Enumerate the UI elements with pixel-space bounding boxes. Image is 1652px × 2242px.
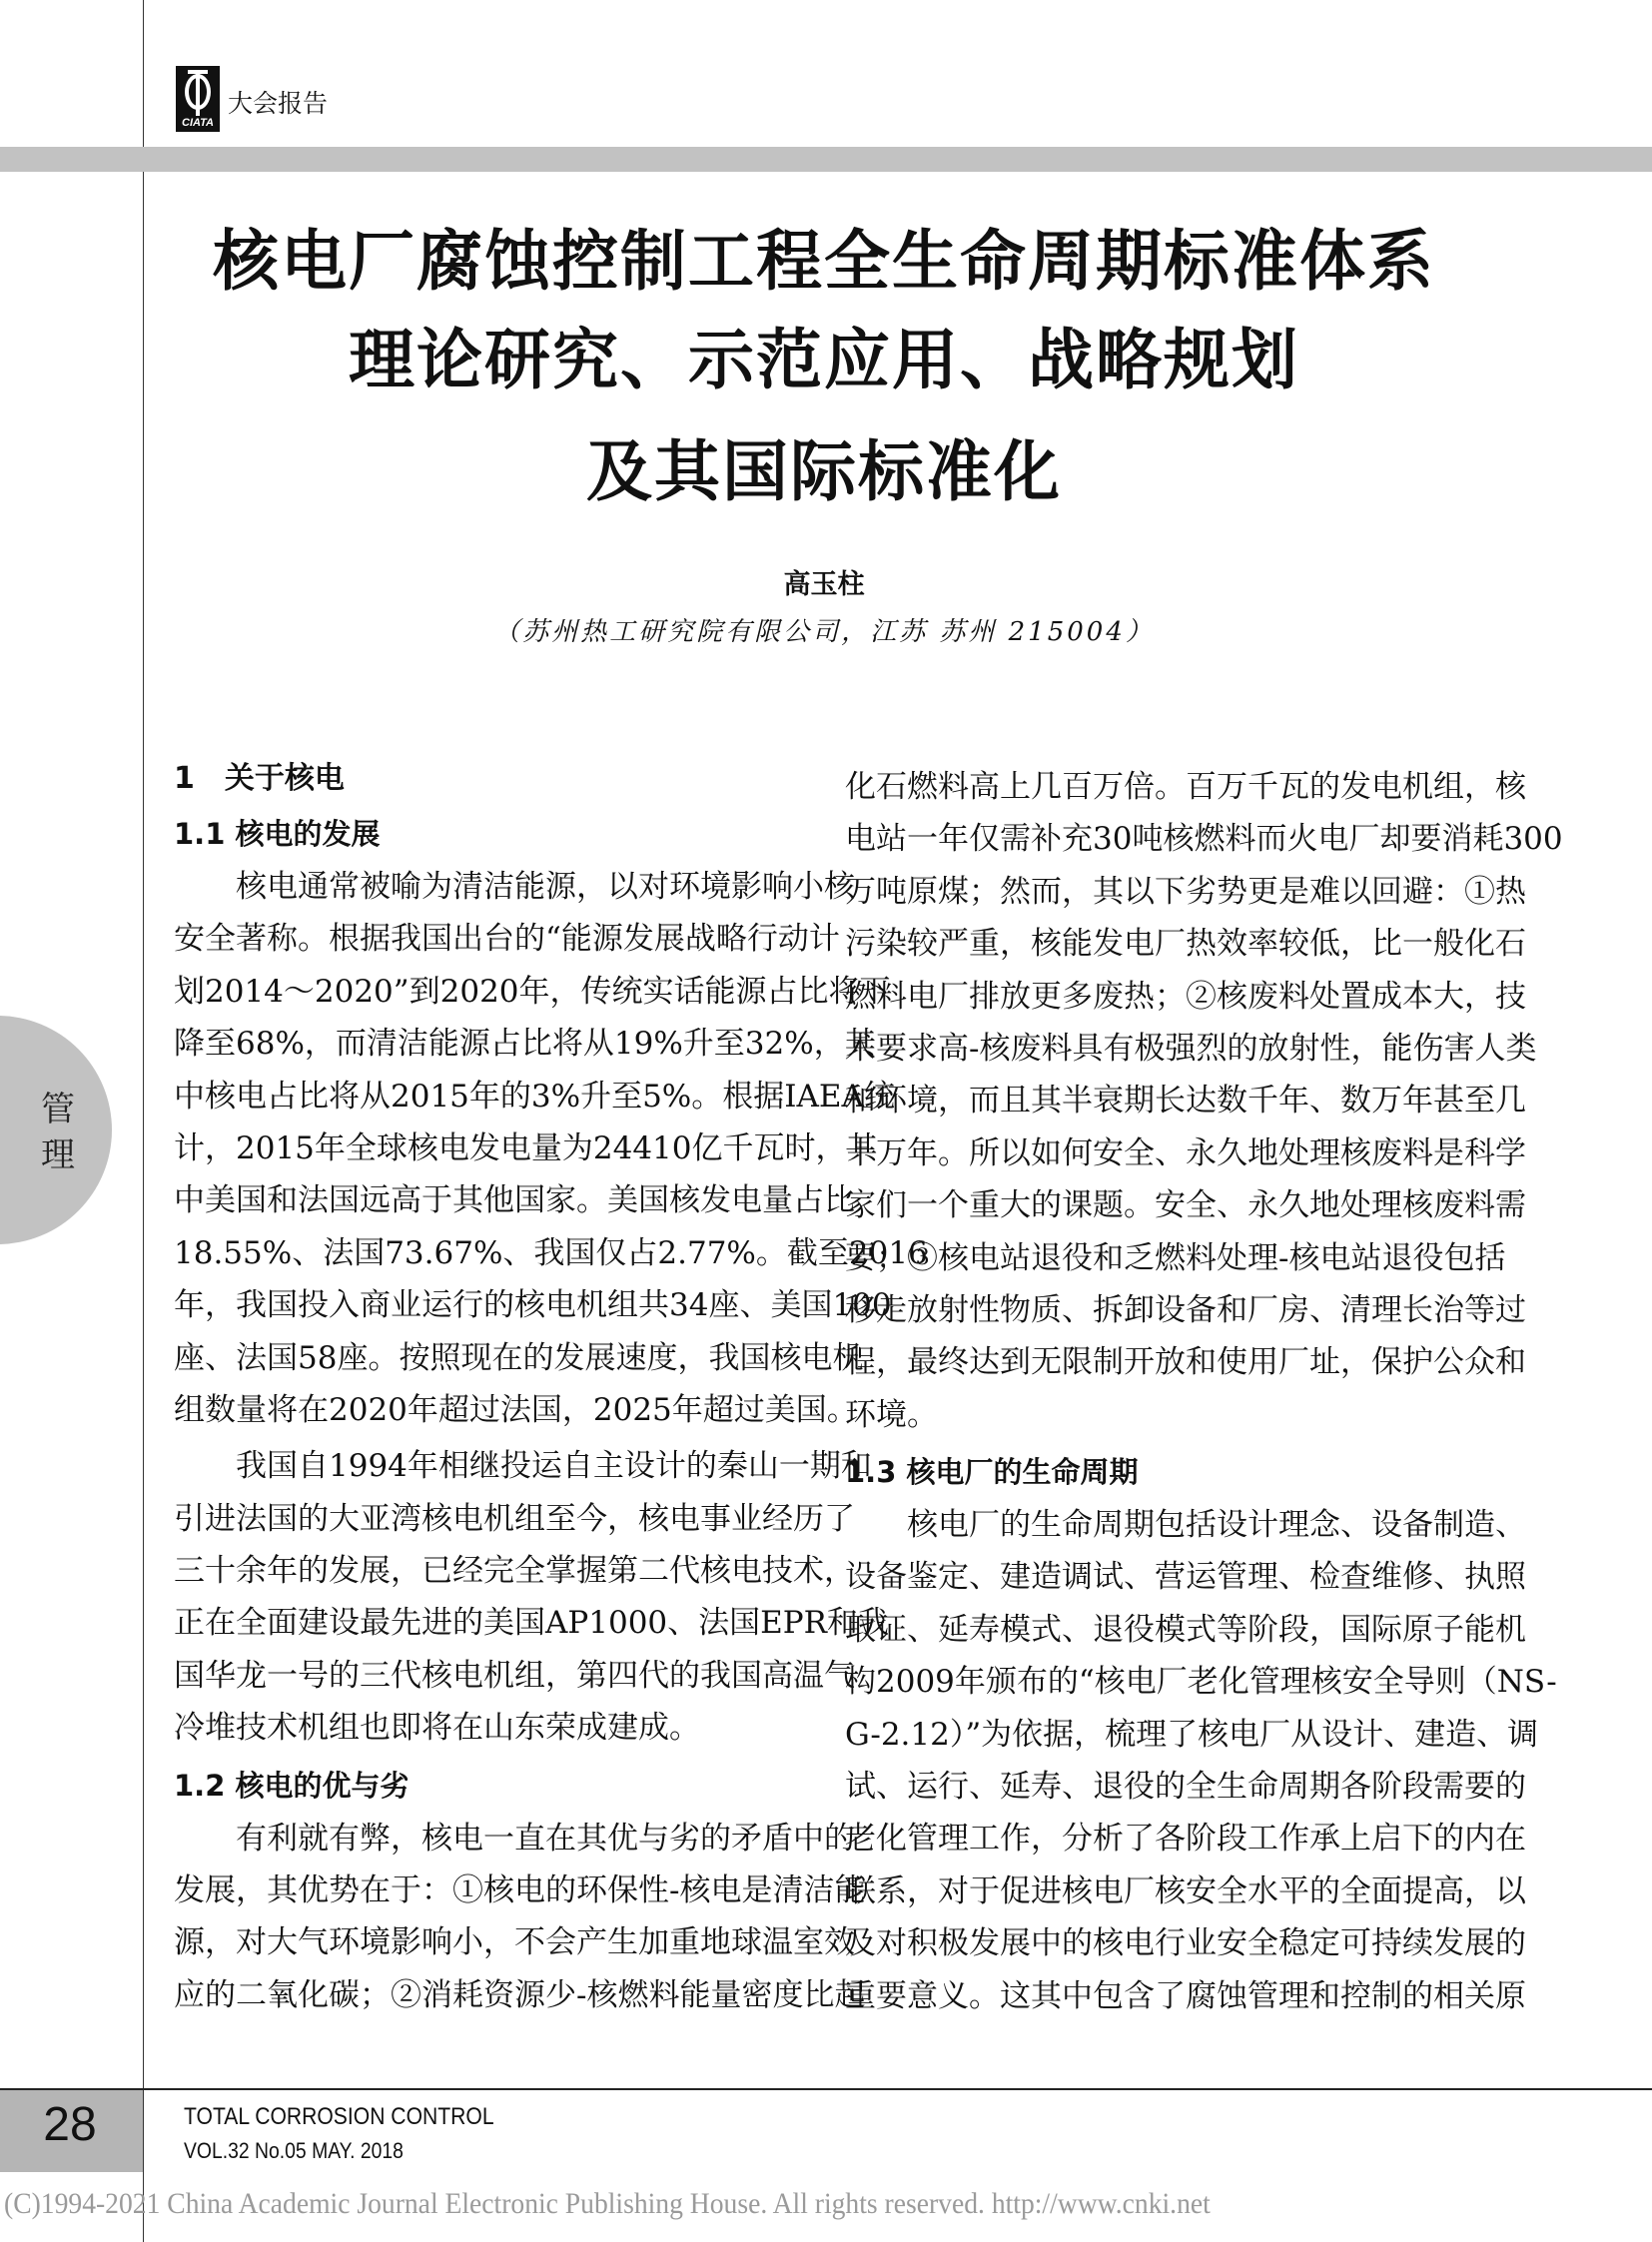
section-heading: 1.1 核电的发展 — [174, 817, 381, 851]
footer-rule — [0, 2088, 1652, 2090]
paragraph — [174, 1813, 866, 2022]
section-heading: 1.3 核电厂的生命周期 — [845, 1455, 1139, 1490]
text-line: 年，我国投入商业运行的核电机组共34座、美国100 — [174, 1287, 892, 1324]
text-line: 和环境，而且其半衰期长达数千年、数万年甚至几 — [845, 1083, 1526, 1120]
text-line: 设备鉴定、建造调试、营运管理、检查维修、执照 — [845, 1559, 1526, 1596]
text-line: 电站一年仅需补充30吨核燃料而火电厂却要消耗300 — [845, 821, 1563, 858]
text-line: 家们一个重大的课题。安全、永久地处理核废料需 — [845, 1187, 1526, 1224]
paragraph — [845, 761, 1563, 1441]
text-line: 核电厂的生命周期包括设计理念、设备制造、 — [907, 1507, 1526, 1544]
text-line: 安全著称。根据我国出台的“能源发展战略行动计 — [174, 921, 840, 958]
text-line: 国华龙一号的三代核电机组，第四代的我国高温气 — [174, 1657, 855, 1694]
left-column — [174, 751, 928, 2025]
text-line: 十万年。所以如何安全、永久地处理核废料是科学 — [845, 1134, 1526, 1171]
article-title-line-2: 理论研究、示范应用、战略规划 — [349, 322, 1299, 398]
text-line: 万吨原煤；然而，其以下劣势更是难以回避：①热 — [845, 873, 1526, 910]
text-line: 要；③核电站退役和乏燃料处理-核电站退役包括 — [845, 1239, 1506, 1276]
text-line: 环境。 — [845, 1396, 938, 1433]
author: 高玉柱 — [783, 569, 865, 600]
section-heading: 1 关于核电 — [174, 761, 345, 796]
text-line: 降至68%，而清洁能源占比将从19%升至32%，其 — [174, 1026, 876, 1063]
margin-rule — [143, 0, 144, 2242]
text-line: G-2.12）”为依据，梳理了核电厂从设计、建造、调 — [845, 1716, 1539, 1753]
text-line: 中美国和法国远高于其他国家。美国核发电量占比 — [174, 1182, 855, 1219]
text-line: 应的二氧化碳；②消耗资源少-核燃料能量密度比起 — [174, 1976, 866, 2013]
journal-name: TOTAL CORROSION CONTROL — [184, 2103, 494, 2130]
text-line: 冷堆技术机组也即将在山东荣成建成。 — [174, 1710, 700, 1747]
text-line: 构2009年颁布的“核电厂老化管理核安全导则（NS- — [845, 1664, 1557, 1701]
text-line: 划2014～2020”到2020年，传统实话能源占比将下 — [174, 973, 891, 1010]
affiliation: （苏州热工研究院有限公司，江苏 苏州 215004） — [493, 617, 1155, 647]
text-line: 18.55%、法国73.67%、我国仅占2.77%。截至2016 — [174, 1234, 928, 1271]
text-line: 三十余年的发展，已经完全掌握第二代核电技术， — [174, 1553, 855, 1590]
text-line: 污染较严重，核能发电厂热效率较低，比一般化石 — [845, 926, 1526, 963]
text-line: 我国自1994年相继投运自主设计的秦山一期和 — [236, 1448, 872, 1485]
text-line: 重要意义。这其中包含了腐蚀管理和控制的相关原 — [845, 1977, 1526, 2014]
journal-volume: VOL.32 No.05 MAY. 2018 — [184, 2138, 404, 2163]
section-heading: 1.2 核电的优与劣 — [174, 1768, 410, 1803]
paragraph — [174, 1440, 889, 1754]
side-tab-char: 管 — [41, 1090, 75, 1129]
article-title-line-1: 核电厂腐蚀控制工程全生命周期标准体系 — [213, 223, 1435, 300]
copyright-watermark: (C)1994-2021 China Academic Journal Electronic Publishing House. All rights reserved. http://www.cnki.net — [4, 2187, 1211, 2220]
text-line: 老化管理工作，分析了各阶段工作承上启下的内在 — [845, 1821, 1526, 1858]
text-line: 移走放射性物质、拆卸设备和厂房、清理长治等过 — [845, 1291, 1526, 1328]
paragraph — [174, 861, 928, 1436]
text-line: 源，对大气环境影响小，不会产生加重地球温室效 — [174, 1924, 855, 1961]
text-line: 计，2015年全球核电发电量为24410亿千瓦时，其 — [174, 1129, 878, 1166]
side-tab-char: 理 — [41, 1135, 75, 1175]
section-label: 大会报告 — [228, 90, 329, 118]
header-band — [0, 147, 1652, 172]
text-line: 化石燃料高上几百万倍。百万千瓦的发电机组，核 — [845, 769, 1526, 805]
article-title-line-3: 及其国际标准化 — [586, 433, 1062, 510]
text-line: 座、法国58座。按照现在的发展速度，我国核电机 — [174, 1339, 864, 1376]
side-tab-label — [38, 1087, 78, 1178]
text-line: 发展，其优势在于：①核电的环保性-核电是清洁能 — [174, 1872, 866, 1909]
text-line: 引进法国的大亚湾核电机组至今，核电事业经历了 — [174, 1500, 855, 1537]
ciata-logo: CIATA — [176, 66, 220, 132]
text-line: 有利就有弊，核电一直在其优与劣的矛盾中的 — [236, 1820, 855, 1857]
text-line: 取证、延寿模式、退役模式等阶段，国际原子能机 — [845, 1611, 1526, 1648]
text-line: 核电通常被喻为清洁能源，以对环境影响小核 — [236, 869, 855, 905]
text-line: 联系，对于促进核电厂核安全水平的全面提高，以 — [845, 1872, 1526, 1909]
page-number: 28 — [43, 2098, 97, 2151]
text-line: 燃料电厂排放更多废热；②核废料处置成本大，技 — [845, 978, 1526, 1015]
right-column — [845, 761, 1563, 2026]
text-line: 试、运行、延寿、退役的全生命周期各阶段需要的 — [845, 1769, 1526, 1806]
text-line: 术要求高-核废料具有极强烈的放射性，能伤害人类 — [845, 1030, 1537, 1067]
text-line: 正在全面建设最先进的美国AP1000、法国EPR和我 — [174, 1605, 889, 1642]
text-line: 及对积极发展中的核电行业安全稳定可持续发展的 — [845, 1925, 1526, 1962]
text-line: 组数量将在2020年超过法国，2025年超过美国。 — [174, 1391, 858, 1428]
text-line: 中核电占比将从2015年的3%升至5%。根据IAEA统 — [174, 1078, 895, 1115]
paragraph — [845, 1499, 1557, 2022]
text-line: 程，最终达到无限制开放和使用厂址，保护公众和 — [845, 1344, 1526, 1381]
